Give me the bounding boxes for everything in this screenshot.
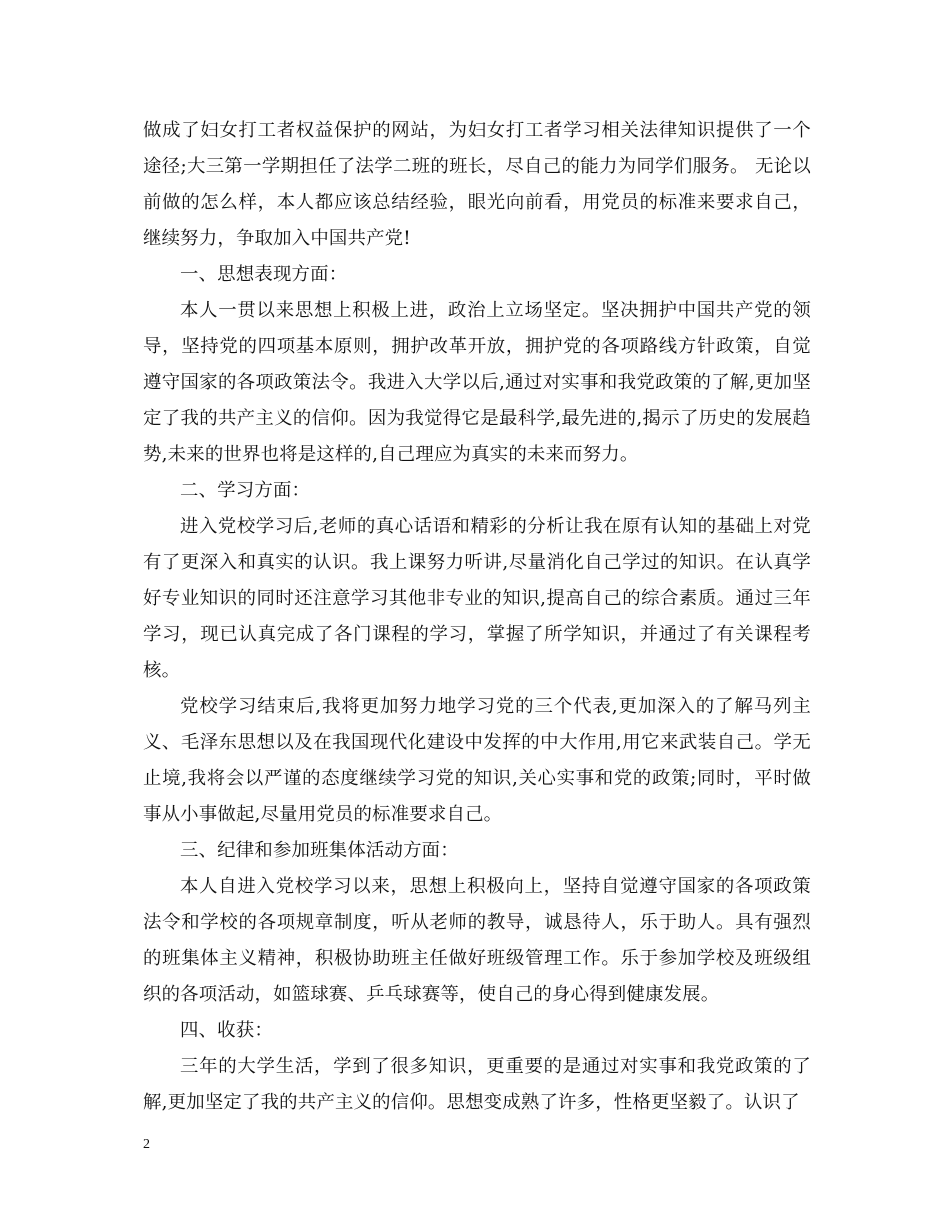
paragraph: 进入党校学习后,老师的真心话语和精彩的分析让我在原有认知的基础上对党有了更深入和真实的认识。我上课努力听讲,尽量消化自己学过的知识。在认真学好专业知识的同时还注意学习其他非专业的知识,提高自己的综合素质。通过三年学习，现已认真完成了各门课程的学习，掌握了所学知识，并通过了有关课程考核。 — [143, 516, 811, 681]
page-number: 2 — [143, 1137, 150, 1152]
paragraph: 三年的大学生活，学到了很多知识，更重要的是通过对实事和我党政策的了解,更加坚定了我的共产主义的信仰。思想变成熟了许多，性格更坚毅了。认识了 — [143, 1056, 811, 1113]
section-heading: 一、思想表现方面： — [180, 264, 348, 285]
paragraph: 做成了妇女打工者权益保护的网站，为妇女打工者学习相关法律知识提供了一个途径;大三第一学期担任了法学二班的班长，尽自己的能力为同学们服务。 无论以前做的怎么样，本人都应该总结经验，眼光向前看，用党员的标准来要求自己，继续努力，争取加入中国共产党! — [143, 120, 811, 249]
paragraph: 本人一贯以来思想上积极上进，政治上立场坚定。坚决拥护中国共产党的领导，坚持党的四项基本原则，拥护改革开放，拥护党的各项路线方针政策，自觉遵守国家的各项政策法令。我进入大学以后,通过对实事和我党政策的了解,更加坚定了我的共产主义的信仰。因为我觉得它是最科学,最先进的,揭示了历史的发展趋势,未来的世界也将是这样的,自己理应为真实的未来而努力。 — [143, 300, 811, 465]
section-heading: 四、收获： — [180, 1020, 273, 1041]
paragraph: 本人自进入党校学习以来，思想上积极向上，坚持自觉遵守国家的各项政策法令和学校的各项规章制度，听从老师的教导，诚恳待人，乐于助人。具有强烈的班集体主义精神，积极协助班主任做好班级管理工作。乐于参加学校及班级组织的各项活动，如篮球赛、乒乓球赛等，使自己的身心得到健康发展。 — [143, 876, 811, 1005]
section-heading: 二、学习方面： — [180, 480, 311, 501]
document-body — [143, 113, 811, 1121]
paragraph: 党校学习结束后,我将更加努力地学习党的三个代表,更加深入的了解马列主义、毛泽东思想以及在我国现代化建设中发挥的中大作用,用它来武装自己。学无止境,我将会以严谨的态度继续学习党的知识,关心实事和党的政策;同时，平时做事从小事做起,尽量用党员的标准要求自己。 — [143, 696, 811, 825]
section-heading: 三、纪律和参加班集体活动方面： — [180, 840, 459, 861]
